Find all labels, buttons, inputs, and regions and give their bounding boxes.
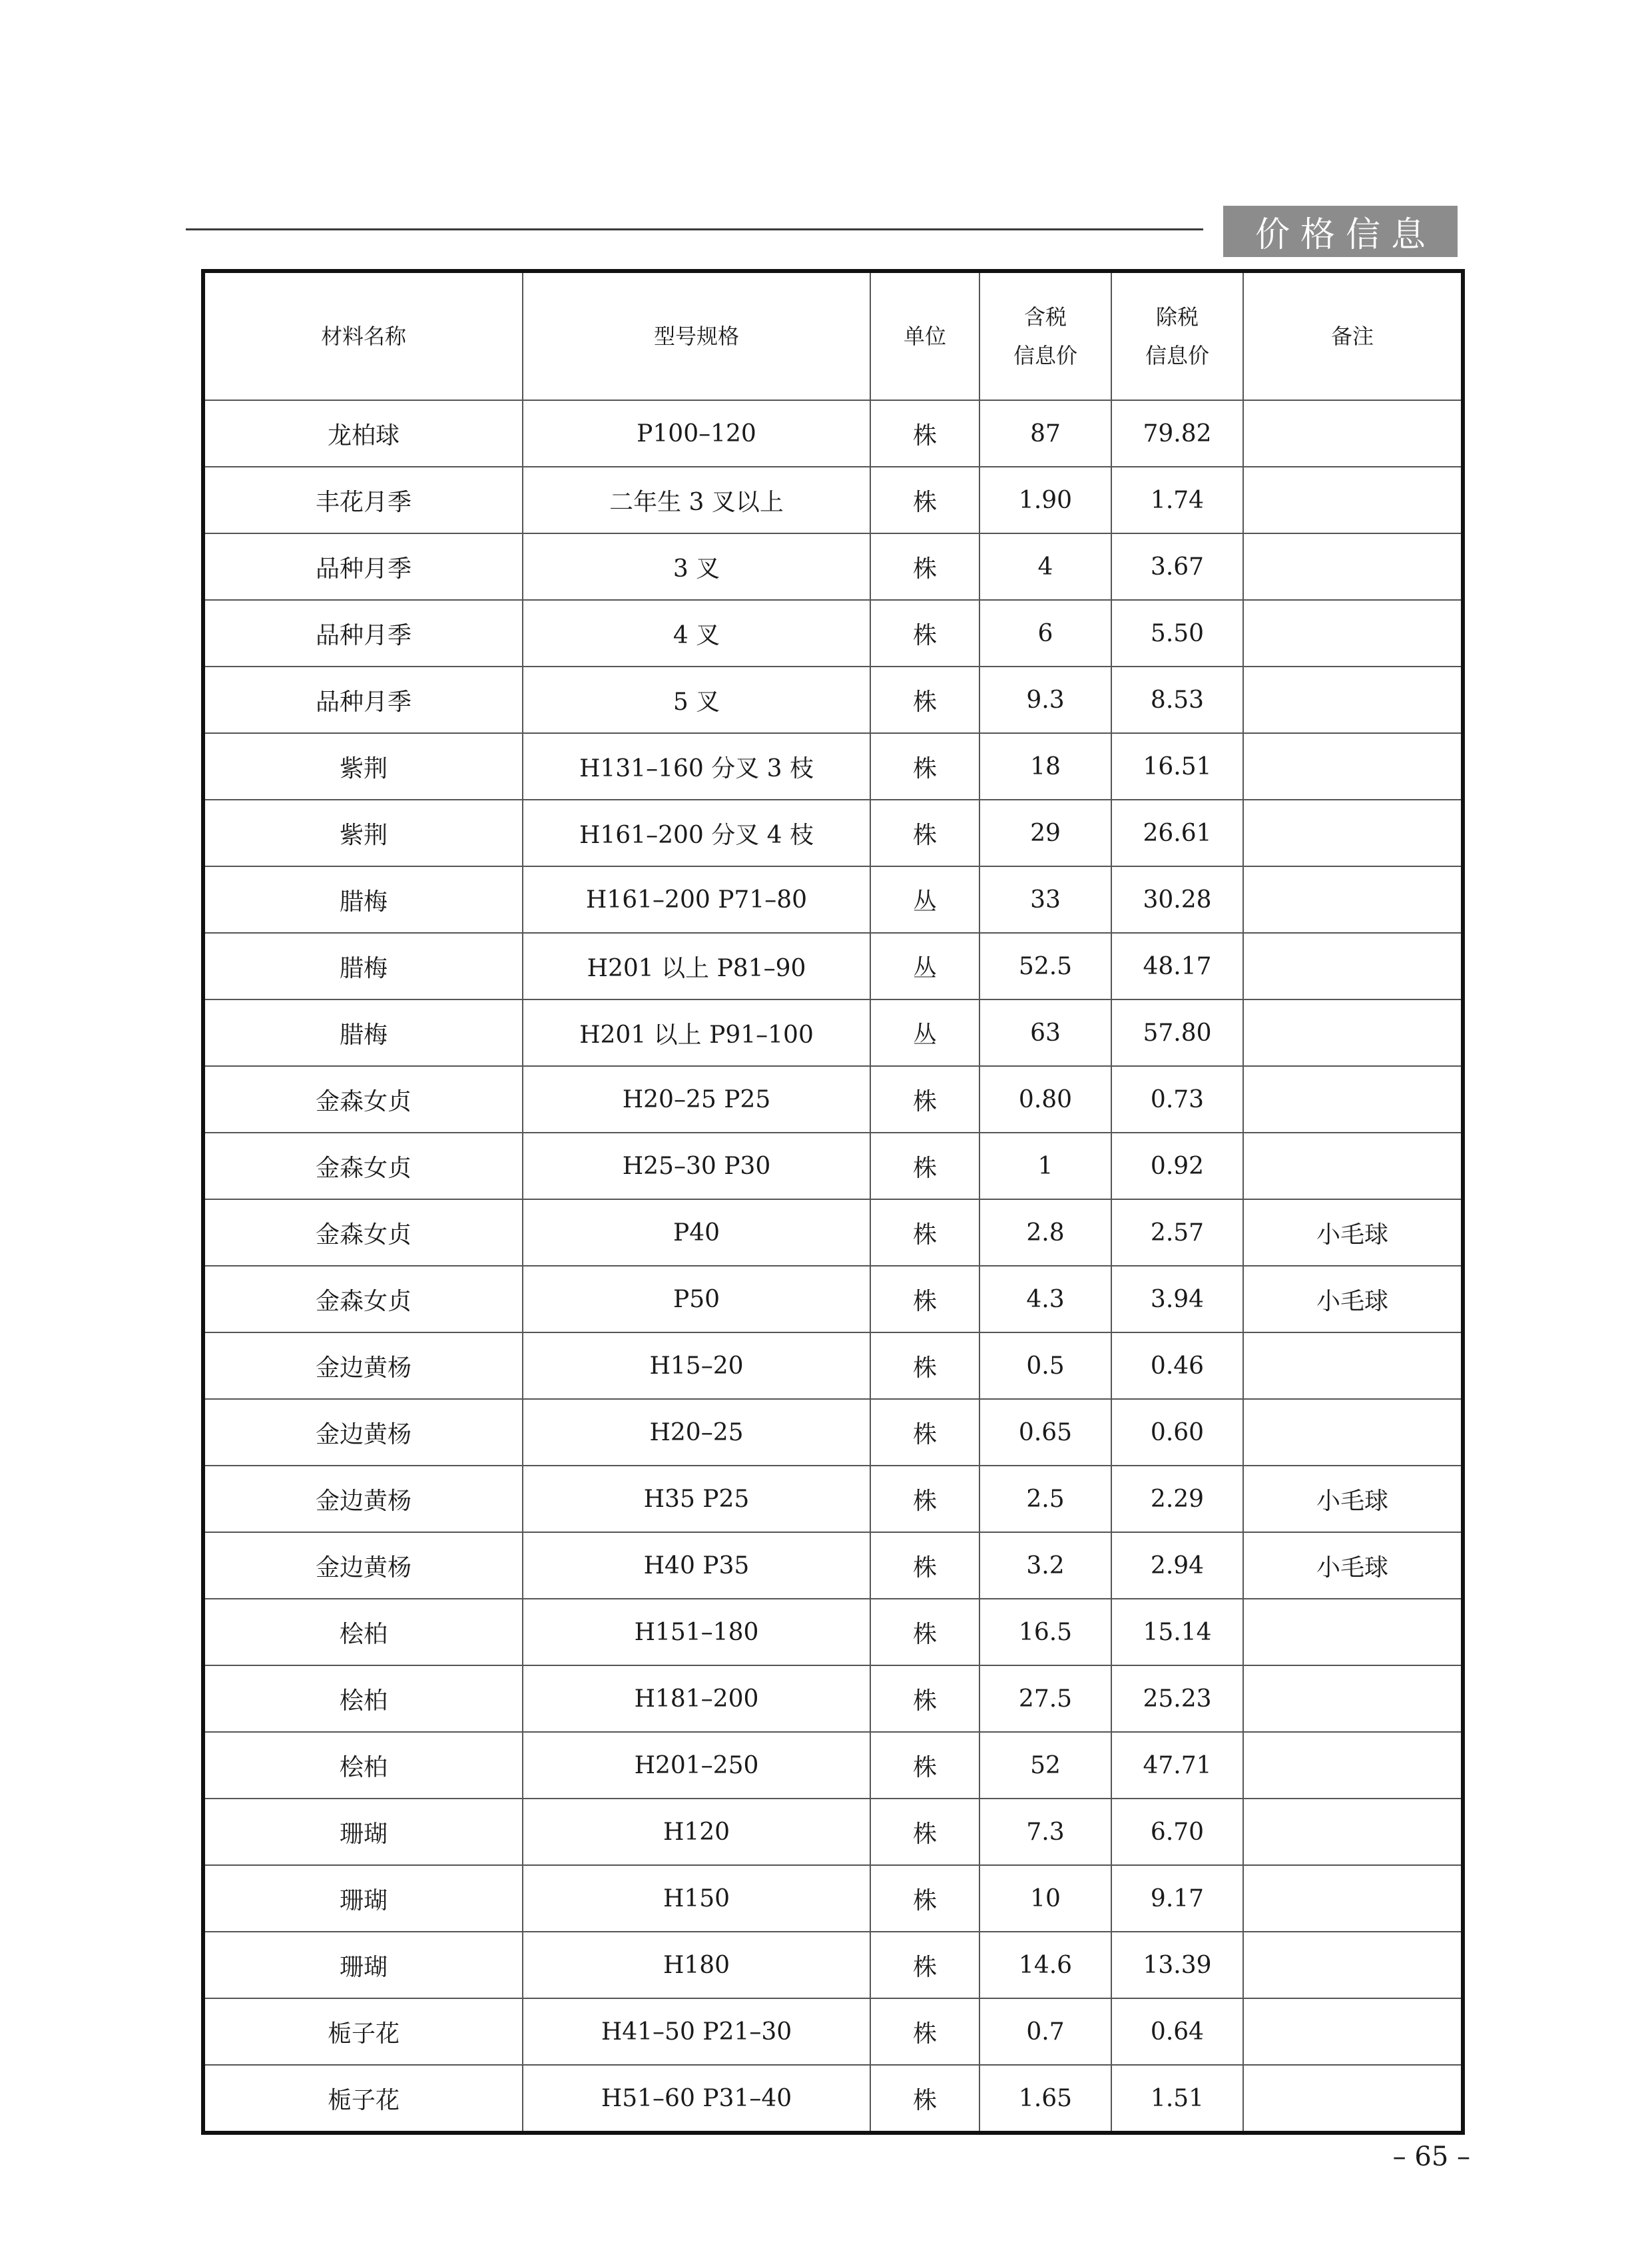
- cell-name: 金森女贞: [203, 1133, 523, 1199]
- cell-spec: 二年生 3 叉以上: [523, 467, 870, 533]
- cell-note: 小毛球: [1243, 1466, 1463, 1532]
- cell-spec: 4 叉: [523, 600, 870, 667]
- cell-spec: P40: [523, 1199, 870, 1266]
- cell-note: 小毛球: [1243, 1266, 1463, 1332]
- table-row: [203, 600, 1463, 667]
- cell-note: [1243, 1932, 1463, 1998]
- col-header-untaxed-price: [1111, 271, 1243, 400]
- cell-taxed-price: 16.5: [979, 1599, 1111, 1665]
- cell-spec: H51–60 P31–40: [523, 2065, 870, 2133]
- cell-spec: H40 P35: [523, 1532, 870, 1599]
- cell-note: [1243, 533, 1463, 600]
- table-row: [203, 1998, 1463, 2065]
- cell-untaxed-price: 13.39: [1111, 1932, 1243, 1998]
- cell-unit: 株: [870, 1998, 979, 2065]
- table-row: [203, 467, 1463, 533]
- table-row: [203, 1599, 1463, 1665]
- cell-name: 桧柏: [203, 1599, 523, 1665]
- cell-untaxed-price: 1.51: [1111, 2065, 1243, 2133]
- cell-taxed-price: 0.80: [979, 1066, 1111, 1133]
- cell-taxed-price: 0.5: [979, 1332, 1111, 1399]
- cell-unit: 株: [870, 2065, 979, 2133]
- cell-taxed-price: 9.3: [979, 667, 1111, 733]
- col-header-unit: 单位: [870, 271, 979, 400]
- cell-untaxed-price: 2.29: [1111, 1466, 1243, 1532]
- cell-note: [1243, 1665, 1463, 1732]
- cell-spec: H161–200 P71–80: [523, 866, 870, 933]
- cell-unit: 株: [870, 1133, 979, 1199]
- cell-taxed-price: 4.3: [979, 1266, 1111, 1332]
- cell-taxed-price: 0.65: [979, 1399, 1111, 1466]
- cell-name: 腊梅: [203, 866, 523, 933]
- cell-taxed-price: 1.90: [979, 467, 1111, 533]
- cell-unit: 株: [870, 1532, 979, 1599]
- cell-untaxed-price: 57.80: [1111, 999, 1243, 1066]
- cell-taxed-price: 1.65: [979, 2065, 1111, 2133]
- cell-untaxed-price: 25.23: [1111, 1665, 1243, 1732]
- table-row: [203, 1266, 1463, 1332]
- cell-note: [1243, 1599, 1463, 1665]
- cell-note: [1243, 667, 1463, 733]
- cell-untaxed-price: 0.60: [1111, 1399, 1243, 1466]
- cell-note: [1243, 933, 1463, 999]
- cell-spec: H201 以上 P81–90: [523, 933, 870, 999]
- col-header-taxed-line1: 含税: [1023, 304, 1067, 330]
- cell-unit: 株: [870, 1466, 979, 1532]
- table-row: [203, 1799, 1463, 1865]
- table-row: [203, 533, 1463, 600]
- table-row: [203, 1199, 1463, 1266]
- table-row: [203, 1732, 1463, 1799]
- price-table: [201, 269, 1465, 2135]
- section-title-badge: 价格信息: [1223, 206, 1458, 257]
- table-row: [203, 1066, 1463, 1133]
- cell-spec: H35 P25: [523, 1466, 870, 1532]
- cell-unit: 株: [870, 1865, 979, 1932]
- cell-untaxed-price: 0.46: [1111, 1332, 1243, 1399]
- cell-unit: 株: [870, 1266, 979, 1332]
- cell-name: 金森女贞: [203, 1066, 523, 1133]
- cell-note: [1243, 999, 1463, 1066]
- cell-untaxed-price: 6.70: [1111, 1799, 1243, 1865]
- cell-untaxed-price: 48.17: [1111, 933, 1243, 999]
- cell-taxed-price: 14.6: [979, 1932, 1111, 1998]
- cell-taxed-price: 7.3: [979, 1799, 1111, 1865]
- page-number: – 65 –: [1392, 2141, 1470, 2172]
- col-header-spec: 型号规格: [523, 271, 870, 400]
- cell-note: [1243, 467, 1463, 533]
- cell-spec: H181–200: [523, 1665, 870, 1732]
- col-header-untaxed-line1: 除税: [1155, 304, 1199, 330]
- cell-untaxed-price: 0.92: [1111, 1133, 1243, 1199]
- cell-unit: 丛: [870, 933, 979, 999]
- table-row: [203, 1865, 1463, 1932]
- cell-name: 品种月季: [203, 600, 523, 667]
- col-header-taxed-price: [979, 271, 1111, 400]
- cell-taxed-price: 18: [979, 733, 1111, 800]
- cell-taxed-price: 29: [979, 800, 1111, 866]
- cell-name: 珊瑚: [203, 1865, 523, 1932]
- cell-unit: 株: [870, 733, 979, 800]
- table-row: [203, 667, 1463, 733]
- cell-untaxed-price: 2.94: [1111, 1532, 1243, 1599]
- table-row: [203, 999, 1463, 1066]
- cell-untaxed-price: 1.74: [1111, 467, 1243, 533]
- cell-untaxed-price: 15.14: [1111, 1599, 1243, 1665]
- cell-name: 品种月季: [203, 533, 523, 600]
- cell-taxed-price: 87: [979, 400, 1111, 467]
- cell-unit: 株: [870, 467, 979, 533]
- cell-note: [1243, 1865, 1463, 1932]
- cell-taxed-price: 52.5: [979, 933, 1111, 999]
- cell-unit: 株: [870, 667, 979, 733]
- cell-spec: H20–25: [523, 1399, 870, 1466]
- table-row: [203, 1466, 1463, 1532]
- cell-unit: 丛: [870, 866, 979, 933]
- cell-name: 金边黄杨: [203, 1466, 523, 1532]
- cell-untaxed-price: 2.57: [1111, 1199, 1243, 1266]
- cell-spec: 3 叉: [523, 533, 870, 600]
- cell-note: [1243, 733, 1463, 800]
- cell-note: [1243, 800, 1463, 866]
- cell-taxed-price: 1: [979, 1133, 1111, 1199]
- cell-taxed-price: 52: [979, 1732, 1111, 1799]
- cell-unit: 丛: [870, 999, 979, 1066]
- cell-untaxed-price: 16.51: [1111, 733, 1243, 800]
- table-row: [203, 1932, 1463, 1998]
- cell-untaxed-price: 79.82: [1111, 400, 1243, 467]
- cell-spec: P100–120: [523, 400, 870, 467]
- cell-taxed-price: 4: [979, 533, 1111, 600]
- cell-spec: H15–20: [523, 1332, 870, 1399]
- table-row: [203, 1133, 1463, 1199]
- cell-unit: 株: [870, 1599, 979, 1665]
- cell-untaxed-price: 8.53: [1111, 667, 1243, 733]
- cell-note: [1243, 1399, 1463, 1466]
- cell-name: 桧柏: [203, 1732, 523, 1799]
- cell-name: 金森女贞: [203, 1199, 523, 1266]
- cell-untaxed-price: 5.50: [1111, 600, 1243, 667]
- cell-name: 金边黄杨: [203, 1532, 523, 1599]
- cell-note: [1243, 600, 1463, 667]
- cell-untaxed-price: 26.61: [1111, 800, 1243, 866]
- cell-unit: 株: [870, 600, 979, 667]
- table-row: [203, 1665, 1463, 1732]
- table-row: [203, 1399, 1463, 1466]
- cell-note: [1243, 2065, 1463, 2133]
- cell-spec: H180: [523, 1932, 870, 1998]
- col-header-untaxed-line2: 信息价: [1145, 343, 1209, 368]
- cell-untaxed-price: 3.67: [1111, 533, 1243, 600]
- cell-unit: 株: [870, 1799, 979, 1865]
- cell-unit: 株: [870, 1665, 979, 1732]
- cell-untaxed-price: 47.71: [1111, 1732, 1243, 1799]
- cell-name: 桧柏: [203, 1665, 523, 1732]
- cell-note: 小毛球: [1243, 1532, 1463, 1599]
- cell-name: 丰花月季: [203, 467, 523, 533]
- price-table-body: [203, 400, 1463, 2133]
- cell-name: 金森女贞: [203, 1266, 523, 1332]
- cell-note: [1243, 1066, 1463, 1133]
- cell-taxed-price: 2.8: [979, 1199, 1111, 1266]
- cell-note: [1243, 400, 1463, 467]
- cell-untaxed-price: 3.94: [1111, 1266, 1243, 1332]
- col-header-note: 备注: [1243, 271, 1463, 400]
- cell-unit: 株: [870, 533, 979, 600]
- cell-unit: 株: [870, 1399, 979, 1466]
- header-rule: [186, 228, 1203, 230]
- col-header-taxed-line2: 信息价: [1013, 343, 1077, 368]
- cell-spec: H41–50 P21–30: [523, 1998, 870, 2065]
- cell-spec: H20–25 P25: [523, 1066, 870, 1133]
- cell-spec: H161–200 分叉 4 枝: [523, 800, 870, 866]
- cell-note: [1243, 866, 1463, 933]
- cell-spec: H150: [523, 1865, 870, 1932]
- cell-unit: 株: [870, 1332, 979, 1399]
- cell-note: [1243, 1732, 1463, 1799]
- cell-note: 小毛球: [1243, 1199, 1463, 1266]
- cell-name: 紫荆: [203, 733, 523, 800]
- col-header-name: 材料名称: [203, 271, 523, 400]
- cell-name: 金边黄杨: [203, 1332, 523, 1399]
- cell-untaxed-price: 0.64: [1111, 1998, 1243, 2065]
- cell-unit: 株: [870, 1732, 979, 1799]
- cell-spec: P50: [523, 1266, 870, 1332]
- cell-note: [1243, 1332, 1463, 1399]
- cell-taxed-price: 63: [979, 999, 1111, 1066]
- cell-name: 珊瑚: [203, 1932, 523, 1998]
- cell-taxed-price: 6: [979, 600, 1111, 667]
- cell-taxed-price: 3.2: [979, 1532, 1111, 1599]
- cell-spec: H201–250: [523, 1732, 870, 1799]
- cell-name: 龙柏球: [203, 400, 523, 467]
- table-row: [203, 933, 1463, 999]
- cell-untaxed-price: 0.73: [1111, 1066, 1243, 1133]
- cell-spec: H131–160 分叉 3 枝: [523, 733, 870, 800]
- cell-spec: H120: [523, 1799, 870, 1865]
- table-row: [203, 733, 1463, 800]
- table-row: [203, 1532, 1463, 1599]
- cell-taxed-price: 27.5: [979, 1665, 1111, 1732]
- cell-untaxed-price: 30.28: [1111, 866, 1243, 933]
- table-row: [203, 800, 1463, 866]
- cell-unit: 株: [870, 1199, 979, 1266]
- cell-unit: 株: [870, 800, 979, 866]
- table-header-row: [203, 271, 1463, 400]
- cell-note: [1243, 1133, 1463, 1199]
- cell-note: [1243, 1799, 1463, 1865]
- cell-unit: 株: [870, 1932, 979, 1998]
- table-row: [203, 866, 1463, 933]
- cell-taxed-price: 10: [979, 1865, 1111, 1932]
- cell-taxed-price: 0.7: [979, 1998, 1111, 2065]
- cell-name: 品种月季: [203, 667, 523, 733]
- cell-spec: H151–180: [523, 1599, 870, 1665]
- table-row: [203, 400, 1463, 467]
- cell-taxed-price: 33: [979, 866, 1111, 933]
- cell-spec: H201 以上 P91–100: [523, 999, 870, 1066]
- cell-name: 金边黄杨: [203, 1399, 523, 1466]
- table-row: [203, 1332, 1463, 1399]
- cell-name: 紫荆: [203, 800, 523, 866]
- cell-spec: H25–30 P30: [523, 1133, 870, 1199]
- cell-name: 栀子花: [203, 1998, 523, 2065]
- cell-note: [1243, 1998, 1463, 2065]
- cell-name: 腊梅: [203, 999, 523, 1066]
- cell-name: 栀子花: [203, 2065, 523, 2133]
- cell-name: 腊梅: [203, 933, 523, 999]
- cell-taxed-price: 2.5: [979, 1466, 1111, 1532]
- cell-unit: 株: [870, 1066, 979, 1133]
- cell-spec: 5 叉: [523, 667, 870, 733]
- cell-name: 珊瑚: [203, 1799, 523, 1865]
- cell-untaxed-price: 9.17: [1111, 1865, 1243, 1932]
- cell-unit: 株: [870, 400, 979, 467]
- table-row: [203, 2065, 1463, 2133]
